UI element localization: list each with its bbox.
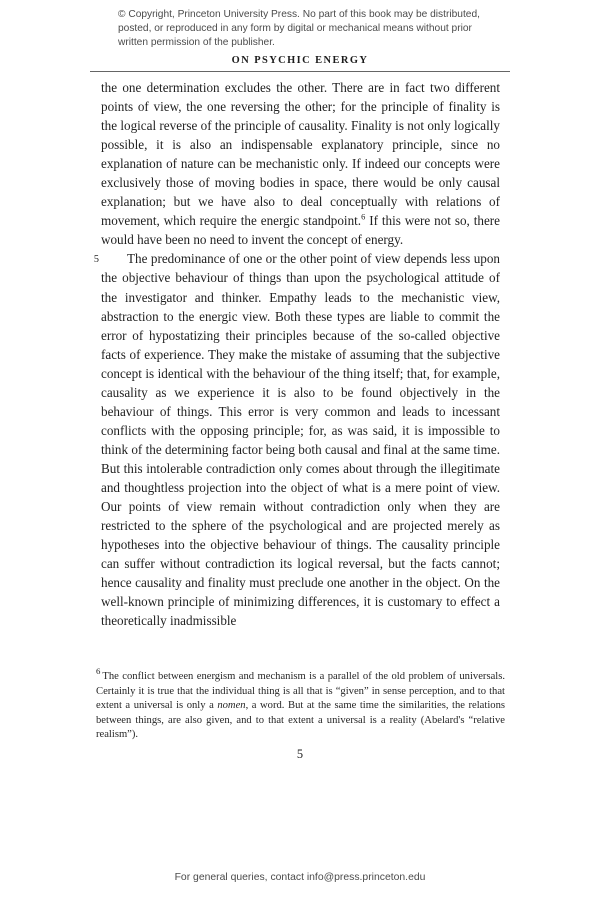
paragraph-continued-text: the one determination excludes the other. There are in fact two different points of view, the one reversing the other; for the principle of finality is the logical reverse of the principle of causality. Finality is not only logically possible, it is also an indispensable explanatory principle, since no explanation of nature can be mechanistic only. If indeed our concepts were exclusively those of moving bodies in space, there would be only causal explanation; but we have also to deal conceptually with relations of movement, which require the energic standpoint. — [101, 80, 500, 229]
footnote-marker: 6 — [96, 666, 101, 677]
header-rule — [90, 71, 510, 72]
footnote-text-part-1: The conflict between energism and mechanism is a parallel of the old problem of universals. Certainly it is true that the individual thing is all that is “given” in sense perception, and to that extent a universal is only a — [96, 671, 505, 712]
page-number: 5 — [296, 747, 304, 761]
general-queries-footer: For general queries, contact info@press.princeton.edu — [174, 872, 426, 883]
body-text-column — [93, 78, 500, 630]
paragraph-continued — [101, 78, 500, 249]
footnote-block — [96, 666, 505, 743]
paragraph-5-text: The predominance of one or the other point of view depends less upon the objective behaviour of things than upon the psychological attitude of the investigator and thinker. Empathy leads to the mechanistic view, abstraction to the energic view. Both these types are liable to commit the error of hypostatizing their principles because of the so-called objective facts of experience. They make the mistake of assuming that the subjective concept is identical with the behaviour of the thing itself; that, for example, causality as we experience it is also to be found objectively in the behaviour of things. This error is very common and leads to incessant conflicts with the opposing principle; for, as was said, it is impossible to think of the determining factor being both causal and final at the same time. But this intolerable contradiction only comes about through the illegitimate and thoughtless projection into the object of what is a mere point of view. Our points of view remain without contradiction only when they are restricted to the sphere of the psychological and are projected merely as hypotheses into the objective behaviour of things. The causality principle can suffer without contradiction its logical reversal, but the facts cannot; hence causality and finality must preclude one another in the object. On the well-known principle of minimizing differences, it is customary to effect a theoretically inadmissible — [101, 251, 500, 629]
paragraph-continued-tail: If this were not so, there would have been no need to invent the concept of energy. — [101, 213, 500, 248]
marginal-paragraph-number: 5 — [93, 254, 99, 266]
running-head: ON PSYCHIC ENERGY — [231, 55, 369, 66]
footnote-text-part-2: , a word. But at the same time the similarities, the relations between things, are also given, and to that extent a universal is a reality (Abelard's “relative realism”). — [96, 700, 505, 741]
footnote-italic-term: nomen — [217, 700, 246, 712]
footnote-reference-6[interactable]: 6 — [361, 212, 366, 222]
publisher-copyright-notice: © Copyright, Princeton University Press. No part of this book may be distributed, posted, or reproduced in any form by digital or mechanical means without prior written permission of the publisher. — [118, 9, 480, 49]
paragraph-5 — [93, 249, 500, 630]
